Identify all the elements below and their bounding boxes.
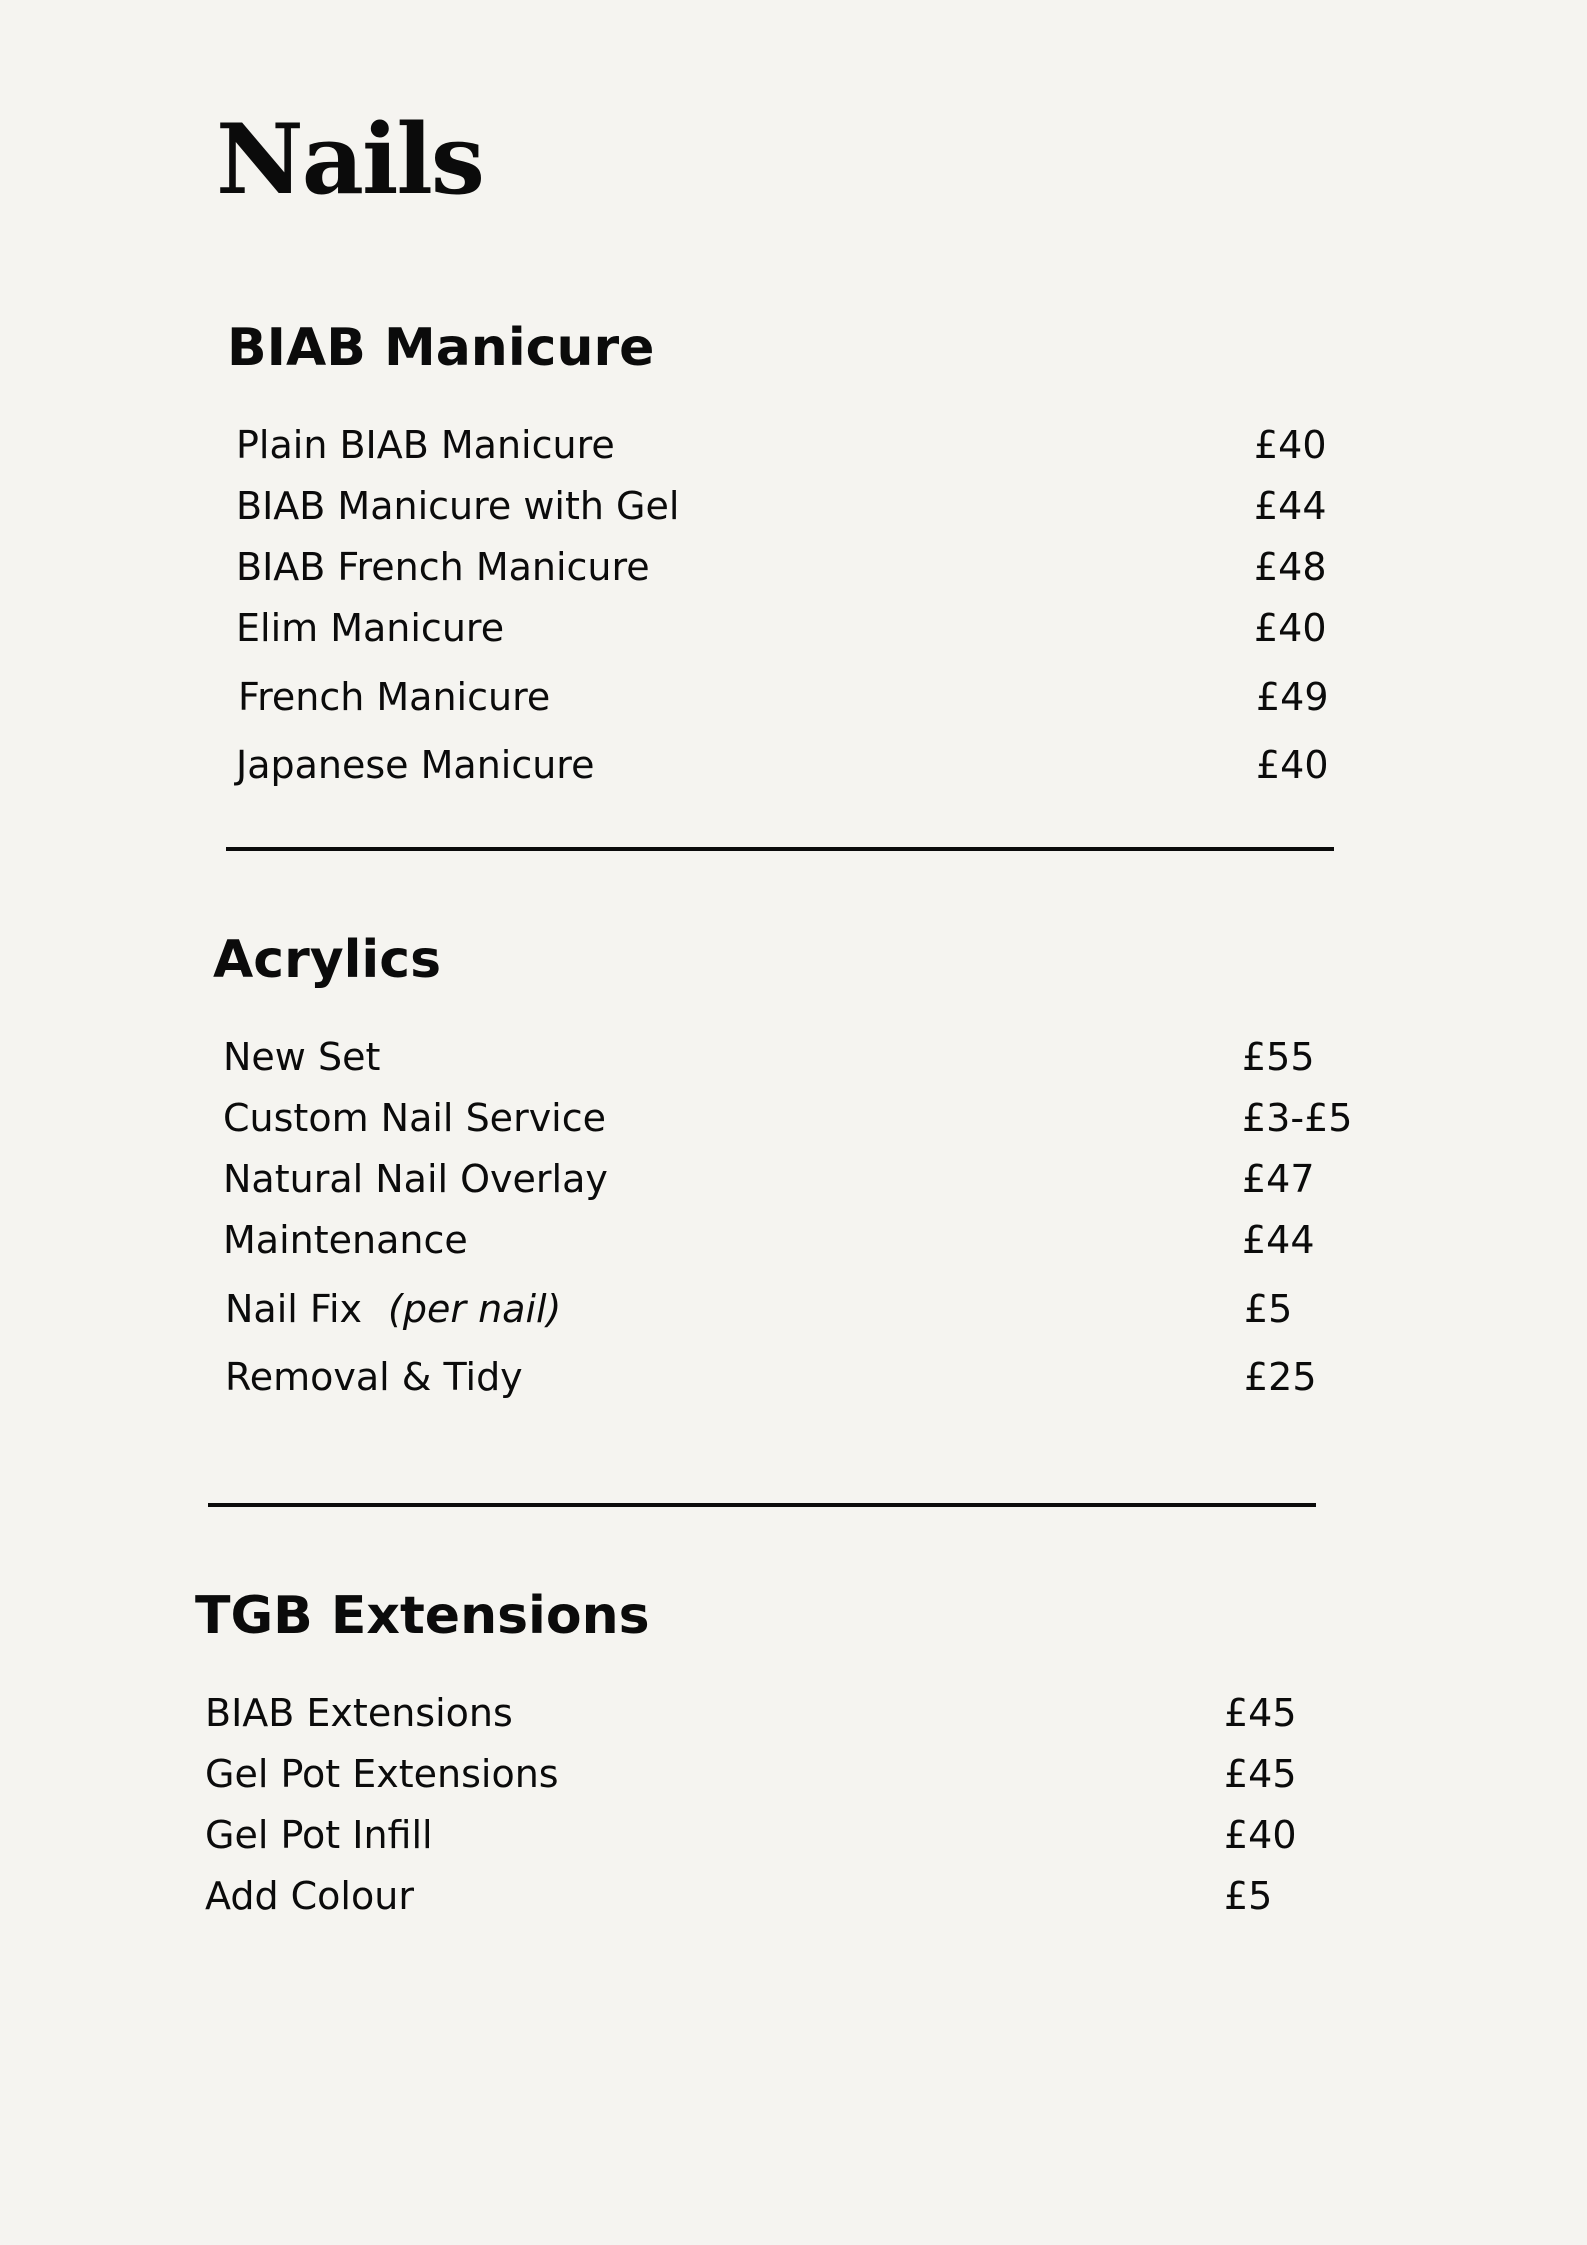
service-name	[225, 1287, 562, 1331]
service-name: Gel Pot Extensions	[205, 1752, 559, 1796]
service-price: £45	[1224, 1752, 1297, 1796]
section-heading-tgb-extensions: TGB Extensions	[195, 1586, 650, 1646]
service-price: £48	[1254, 545, 1327, 589]
service-name: New Set	[223, 1035, 381, 1079]
service-price: £25	[1244, 1355, 1317, 1399]
service-price: £44	[1242, 1218, 1315, 1262]
service-name: Gel Pot Infill	[205, 1813, 433, 1857]
service-price: £47	[1242, 1157, 1315, 1201]
service-name: Plain BIAB Manicure	[236, 423, 615, 467]
service-price: £40	[1254, 606, 1327, 650]
section-divider	[208, 1503, 1316, 1507]
service-name: Add Colour	[205, 1874, 414, 1918]
service-price: £55	[1242, 1035, 1315, 1079]
service-price: £40	[1224, 1813, 1297, 1857]
service-name: BIAB Extensions	[205, 1691, 513, 1735]
service-price: £3-£5	[1242, 1096, 1353, 1140]
section-heading-biab-manicure: BIAB Manicure	[227, 318, 655, 378]
service-name-text: Nail Fix	[225, 1287, 363, 1331]
service-price: £49	[1256, 675, 1329, 719]
service-name: Maintenance	[223, 1218, 468, 1262]
service-price: £44	[1254, 484, 1327, 528]
service-name: Elim Manicure	[236, 606, 505, 650]
service-price: £5	[1224, 1874, 1273, 1918]
service-price: £40	[1254, 423, 1327, 467]
service-name: Custom Nail Service	[223, 1096, 607, 1140]
service-name: BIAB Manicure with Gel	[236, 484, 680, 528]
service-price: £40	[1256, 743, 1329, 787]
service-note: (per nail)	[388, 1287, 562, 1331]
service-name: French Manicure	[238, 675, 551, 719]
section-heading-acrylics: Acrylics	[213, 930, 442, 990]
service-name: Japanese Manicure	[236, 743, 595, 787]
page-title: Nails	[216, 103, 483, 216]
service-name: Removal & Tidy	[225, 1355, 523, 1399]
section-divider	[226, 847, 1334, 851]
service-price: £5	[1244, 1287, 1293, 1331]
service-name: BIAB French Manicure	[236, 545, 650, 589]
service-price: £45	[1224, 1691, 1297, 1735]
service-name: Natural Nail Overlay	[223, 1157, 608, 1201]
